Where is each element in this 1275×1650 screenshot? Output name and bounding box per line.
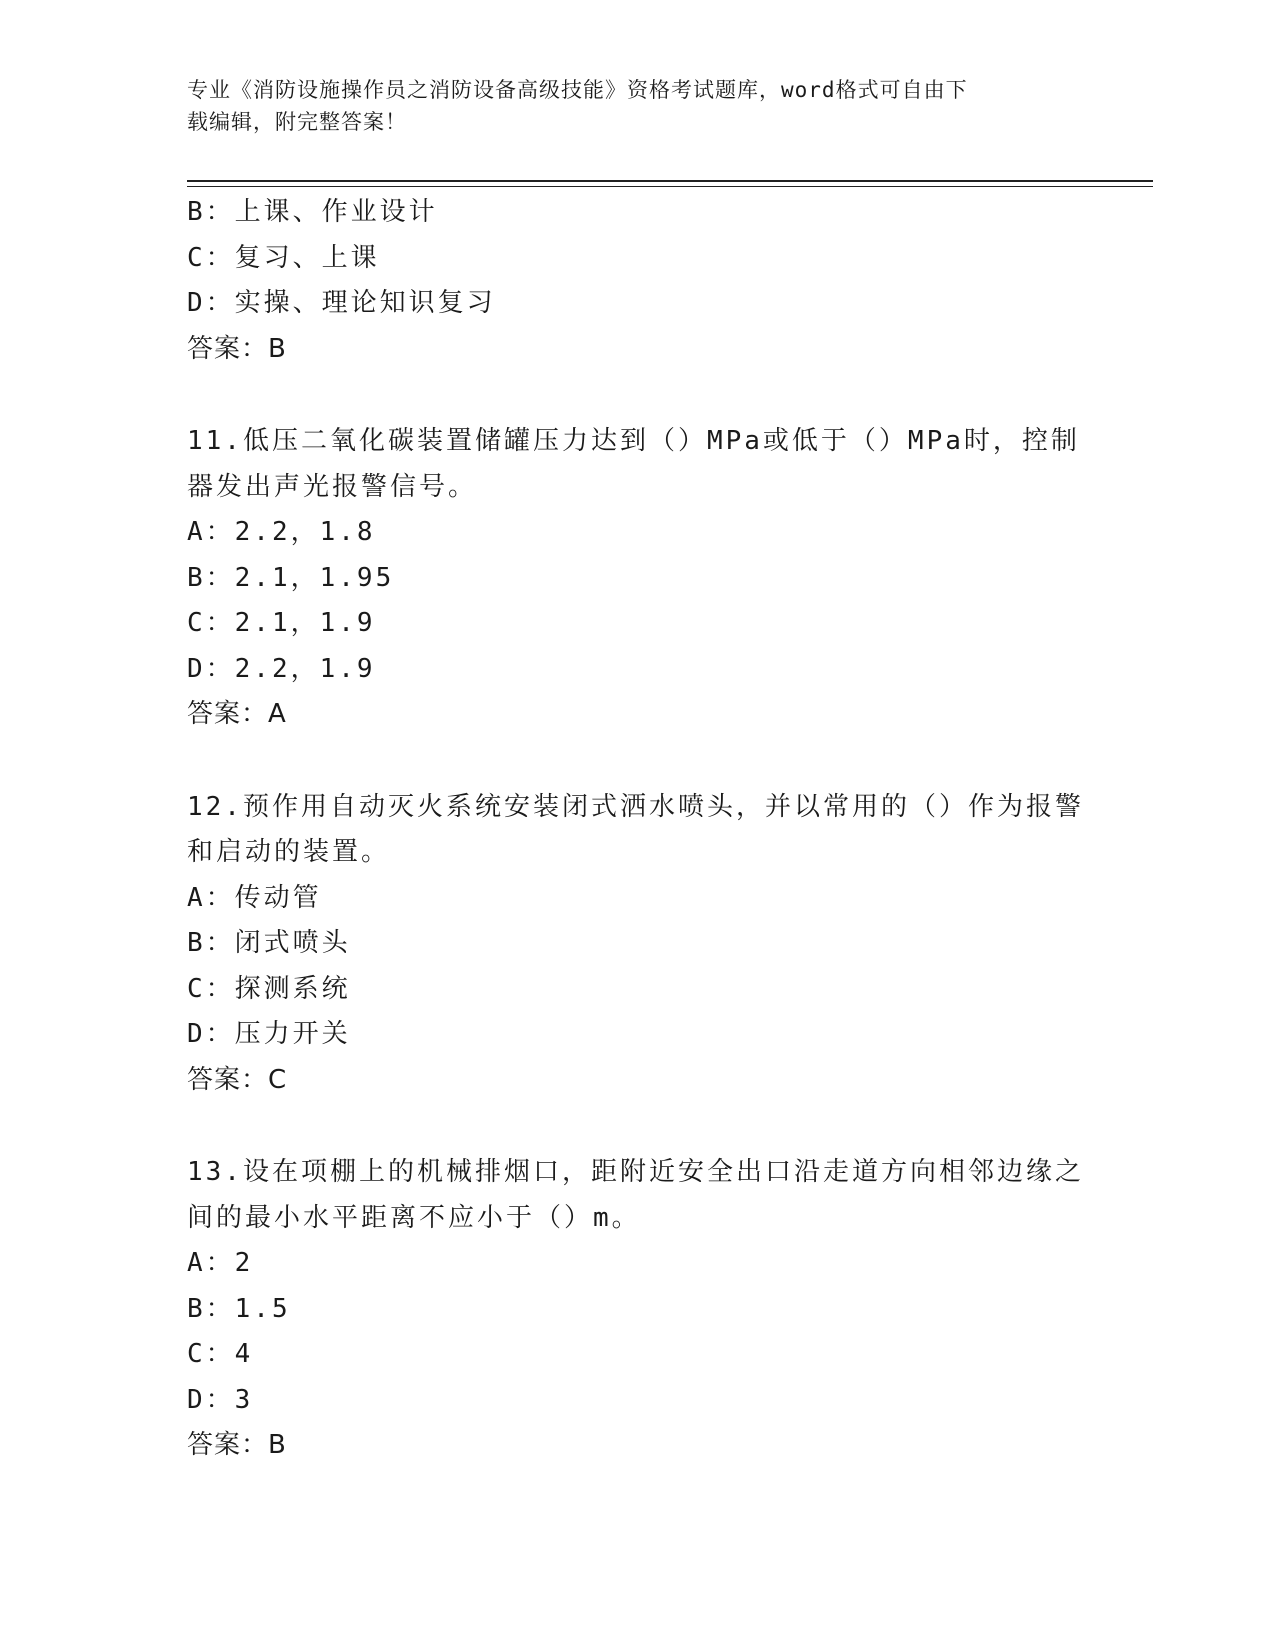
document-header — [187, 74, 1087, 138]
answer-line: 答案：A — [187, 699, 287, 729]
option-c: C：探测系统 — [187, 973, 351, 1004]
answer-line: 答案：B — [187, 1430, 287, 1460]
option-b: B：2.1，1.95 — [187, 562, 395, 593]
option-b: B：上课、作业设计 — [187, 197, 438, 227]
option-b: B：1.5 — [187, 1293, 291, 1324]
question-list — [187, 190, 1087, 1469]
header-divider-thick — [187, 180, 1153, 182]
option-b: B：闭式喷头 — [187, 928, 351, 958]
header-line-2: 载编辑，附完整答案！ — [187, 110, 407, 134]
option-a: A：2.2，1.8 — [187, 517, 376, 547]
option-d: D：实操、理论知识复习 — [187, 288, 496, 318]
question-stem-line-2: 器发出声光报警信号。 — [187, 471, 478, 502]
question-12 — [187, 785, 1087, 1104]
spacer — [187, 738, 1087, 785]
question-stem-line-1: 13.设在项棚上的机械排烟口，距附近安全出口沿走道方向相邻边缘之 — [187, 1157, 1084, 1187]
option-c: C：4 — [187, 1339, 254, 1369]
option-d: D：2.2，1.9 — [187, 653, 376, 684]
option-a: A：2 — [187, 1248, 254, 1278]
answer-line: 答案：B — [187, 333, 287, 364]
option-a: A：传动管 — [187, 882, 322, 913]
option-c: C：2.1，1.9 — [187, 608, 376, 638]
question-stem-line-1: 11.低压二氧化碳装置储罐压力达到（）MPa或低于（）MPa时，控制 — [187, 426, 1080, 456]
option-c: C：复习、上课 — [187, 242, 380, 273]
option-d: D：压力开关 — [187, 1019, 351, 1049]
spacer — [187, 372, 1087, 419]
question-13 — [187, 1150, 1087, 1469]
question-stem-line-1: 12.预作用自动灭火系统安装闭式洒水喷头，并以常用的（）作为报警 — [187, 791, 1084, 822]
header-line-1: 专业《消防设施操作员之消防设备高级技能》资格考试题库，word格式可自由下 — [187, 78, 968, 102]
spacer — [187, 1103, 1087, 1150]
answer-line: 答案：C — [187, 1064, 288, 1095]
option-d: D：3 — [187, 1384, 254, 1415]
header-divider-thin — [187, 186, 1153, 187]
question-10-continued — [187, 190, 1087, 372]
question-stem-line-2: 和启动的装置。 — [187, 837, 391, 867]
question-stem-line-2: 间的最小水平距离不应小于（）m。 — [187, 1202, 641, 1233]
question-11 — [187, 419, 1087, 738]
